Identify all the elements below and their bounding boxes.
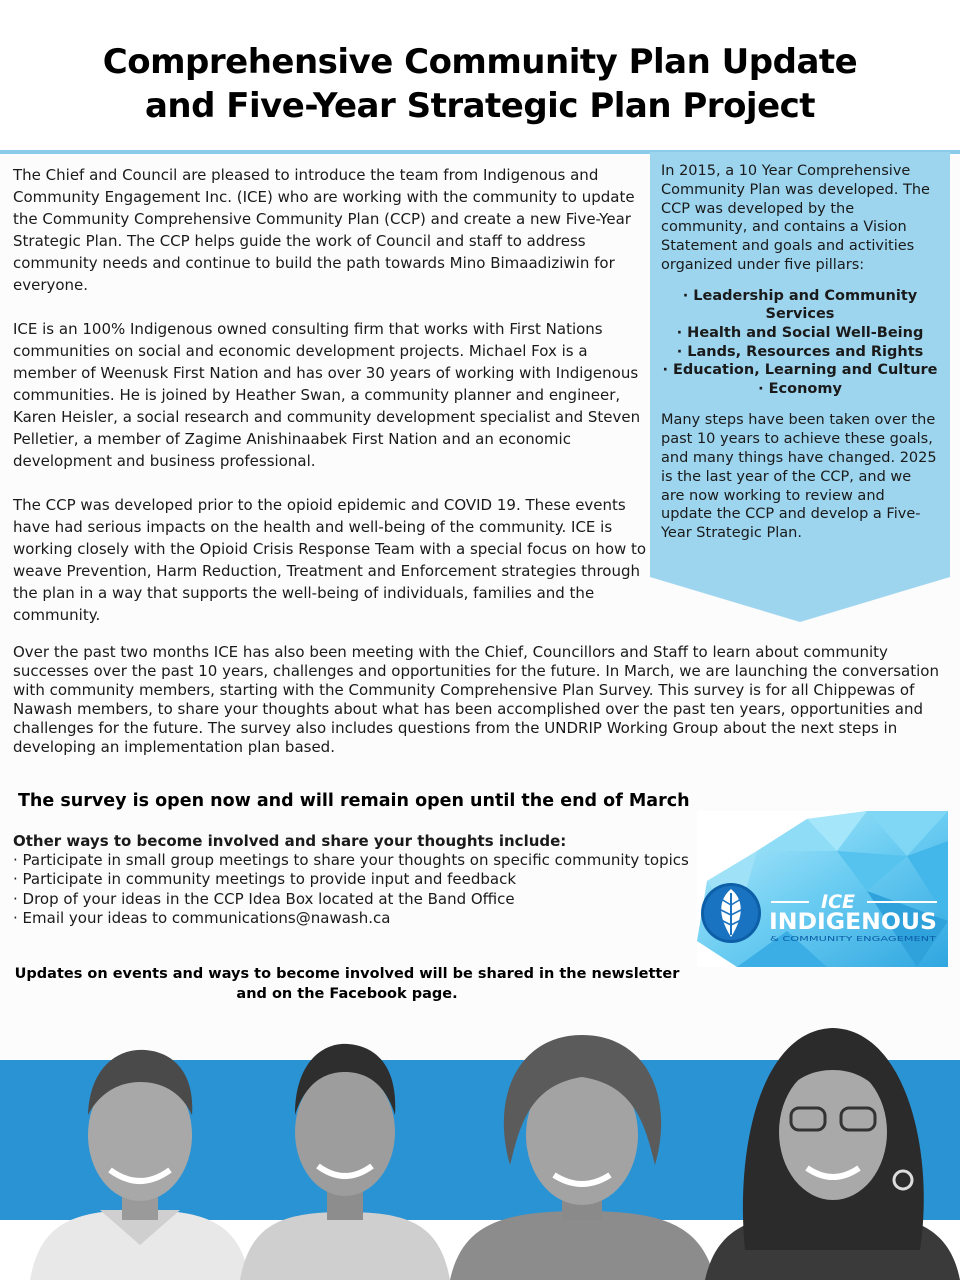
- intro-paragraph-3: The CCP was developed prior to the opioid epidemic and COVID 19. These events have had serious impacts on the health and well-being of the community. ICE is working closely with the Opioid Crisis Response Team with a special focus on how to weave Prevention, Harm Reduction, Treatment and Enforcement strategies through the plan in a way that supports the well-being of individuals, families and the community.: [13, 496, 647, 624]
- involvement-item: · Participate in small group meetings to share your thoughts on specific community topics: [13, 851, 689, 870]
- updates-line-2: and on the Facebook page.: [236, 985, 458, 1002]
- intro-paragraph-2: ICE is an 100% Indigenous owned consulting firm that works with First Nations communities on social and economic development projects. Michael Fox is a member of Weenusk First Nation and has over 30 years of working with Indigenous communities. He is joined by Heather Swan, a community planner and engineer, Karen Heisler, a social research and community development specialist and Steven Pelletier, a member of Zagime Anishinaabek First Nation and an economic development and business professional.: [13, 320, 641, 470]
- pillar-item: · Leadership and Community Services: [682, 287, 918, 323]
- intro-column: [13, 164, 649, 648]
- sidebar-content: [661, 162, 939, 543]
- logo-tagline: & COMMUNITY ENGAGEMENT: [770, 935, 938, 943]
- pillar-item: · Health and Social Well-Being: [676, 324, 924, 341]
- logo-word-ice: ICE: [821, 891, 855, 913]
- portrait-1: [30, 1020, 250, 1280]
- portrait-3: [450, 1015, 715, 1280]
- survey-open-notice: The survey is open now and will remain open until the end of March: [18, 791, 690, 811]
- tree-leaf-icon: [701, 883, 761, 943]
- pillar-item: · Education, Learning and Culture: [662, 362, 938, 379]
- involvement-list: [13, 851, 693, 928]
- logo-word-indigenous: INDIGENOUS: [769, 909, 937, 935]
- involvement-heading: Other ways to become involved and share your thoughts include:: [13, 832, 567, 850]
- updates-notice: [13, 965, 681, 1004]
- sidebar-outro: Many steps have been taken over the past 10 years to achieve these goals, and many things have changed. 2025 is the last year of the CCP, and we are now working to review and update the CCP and develop a Five-Year Strategic Plan.: [661, 412, 937, 542]
- involvement-section: [13, 832, 693, 928]
- ice-indigenous-logo: [697, 811, 948, 967]
- involvement-item: · Email your ideas to communications@nawash.ca: [13, 908, 391, 927]
- title-line-2: and Five-Year Strategic Plan Project: [144, 86, 816, 126]
- page-title: [0, 40, 960, 128]
- header: [0, 0, 960, 150]
- pillar-item: · Lands, Resources and Rights: [676, 343, 924, 360]
- pillars-list: [661, 287, 939, 399]
- portrait-2: [240, 1020, 450, 1280]
- title-line-1: Comprehensive Community Plan Update: [102, 42, 858, 82]
- pillar-item: · Economy: [758, 380, 842, 397]
- ccp-sidebar-panel: [650, 152, 950, 622]
- involvement-item: · Drop of your ideas in the CCP Idea Box located at the Band Office: [13, 889, 515, 908]
- sidebar-intro: In 2015, a 10 Year Comprehensive Community Plan was developed. The CCP was developed by the community, and contains a Vision Statement and goals and activities organized under five pillars:: [661, 163, 930, 273]
- portrait-4: [705, 1010, 960, 1280]
- updates-line-1: Updates on events and ways to become involved will be shared in the newsletter: [14, 966, 680, 982]
- engagement-paragraph: Over the past two months ICE has also been meeting with the Chief, Councillors and Staff to learn about community successes over the past 10 years, challenges and opportunities for the future. In March, we are launching the conversation with community members, starting with the Community Comprehensive Plan Survey. This survey is for all Chippewas of Nawash members, to share your thoughts about what has been accomplished over the past ten years, opportunities and challenges for the future. The survey also includes questions from the UNDRIP Working Group about the next steps in developing an implementation plan based.: [13, 643, 939, 756]
- involvement-item: · Participate in community meetings to provide input and feedback: [13, 870, 517, 889]
- intro-paragraph-1: The Chief and Council are pleased to introduce the team from Indigenous and Community Engagement Inc. (ICE) who are working with the community to update the Community Comprehensive Community Plan (CCP) and create a new Five-Year Strategic Plan. The CCP helps guide the work of Council and staff to address community needs and continue to build the path towards Mino Bimaadiziwin for everyone.: [13, 166, 635, 294]
